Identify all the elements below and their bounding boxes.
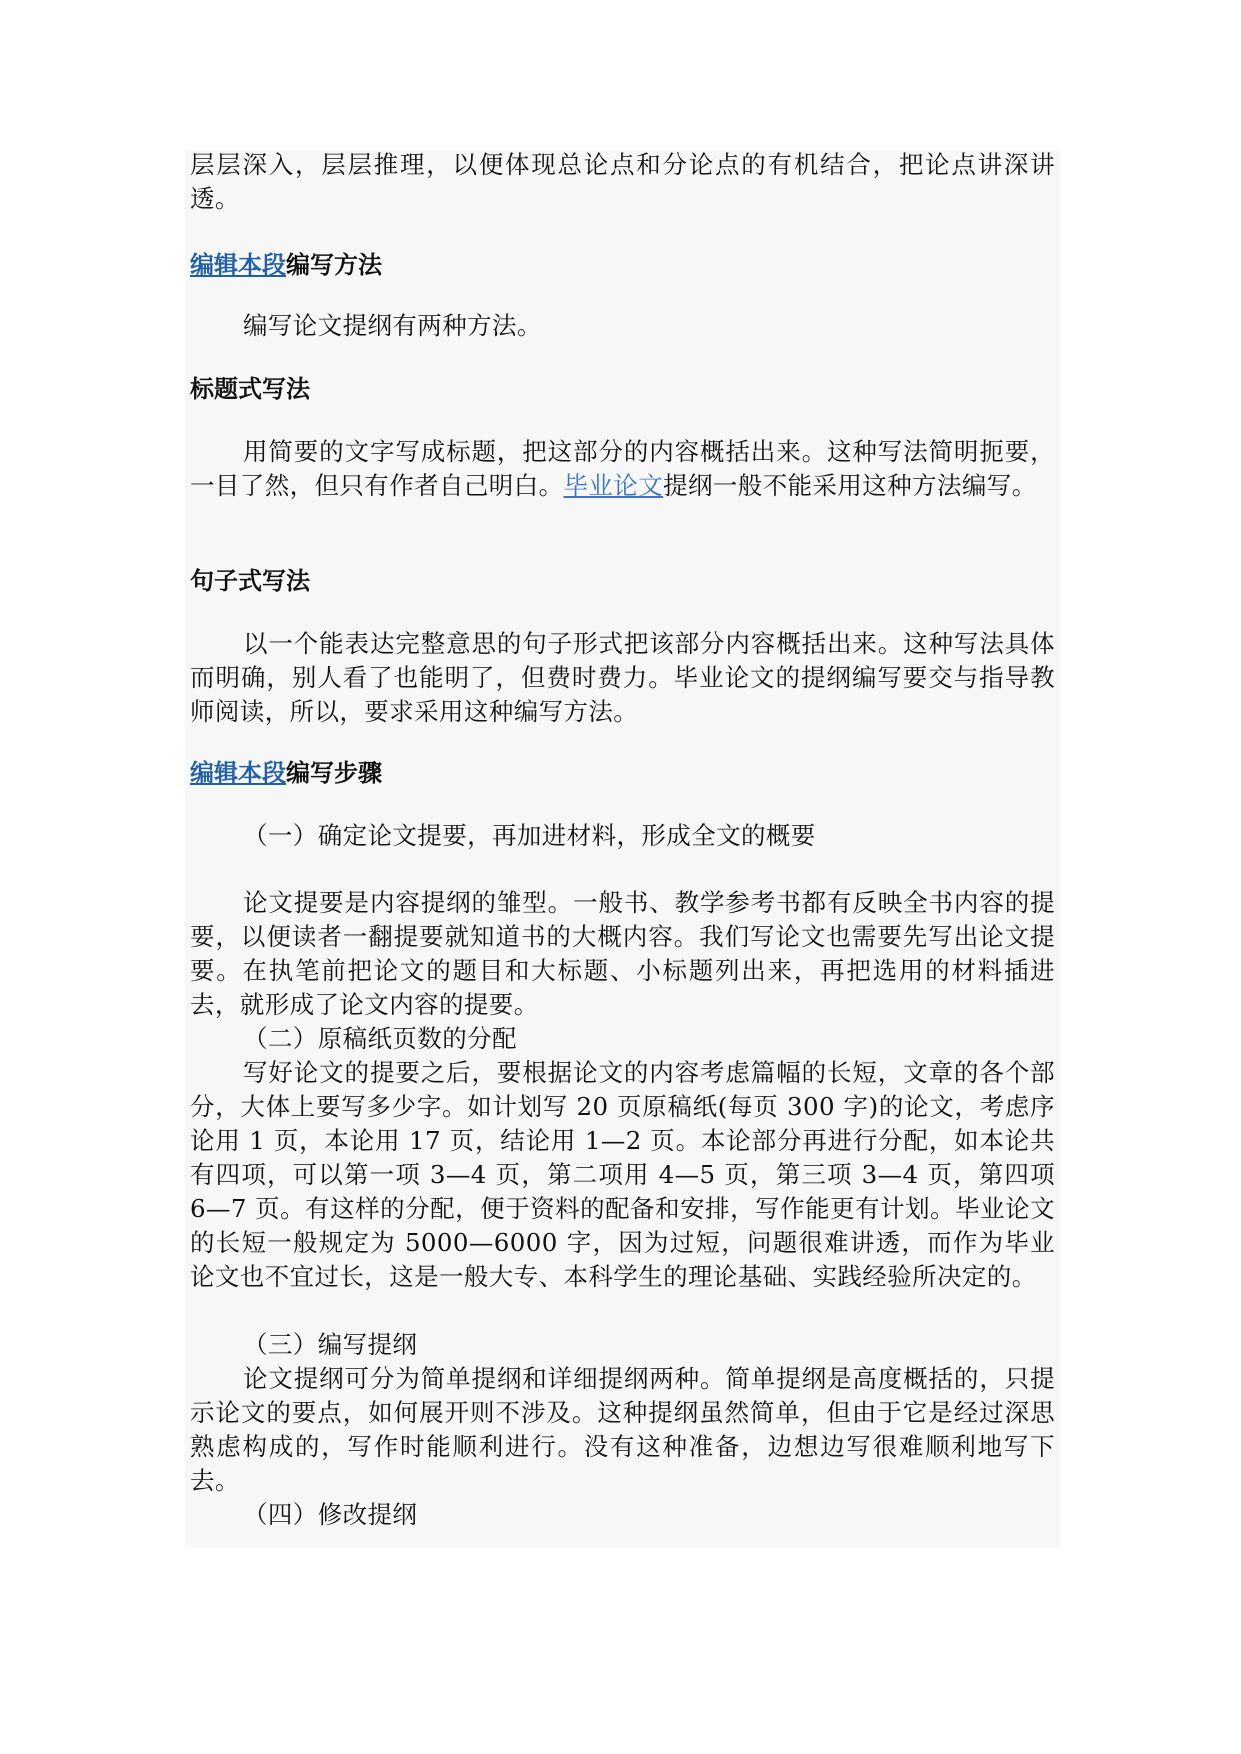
subheading-sentence-style: 句子式写法 [190, 567, 310, 595]
title-style-text-b: 提纲一般不能采用这种方法编写。 [663, 471, 1037, 500]
section-heading-methods [190, 248, 1050, 282]
step3-title: （三）编写提纲 [243, 1330, 418, 1359]
step3-paragraph: 论文提纲可分为简单提纲和详细提纲两种。简单提纲是高度概括的，只提示论文的要点，如何展开则不涉及。这种提纲虽然简单，但由于它是经过深思熟虑构成的，写作时能顺利进行。没有这种准备，边想边写很难顺利地写下去。 [190, 1364, 1055, 1495]
section-title: 编写步骤 [286, 759, 382, 787]
step4-title: （四）修改提纲 [243, 1500, 418, 1529]
step2-paragraph: 写好论文的提要之后，要根据论文的内容考虑篇幅的长短，文章的各个部分，大体上要写多少字。如计划写 20 页原稿纸(每页 300 字)的论文，考虑序论用 1 页，本论用 17 页，结论用 1—2 页。本论部分再进行分配，如本论共有四项，可以第一项 3—4 页，第二项用 4—5 页，第三项 3—4 页，第四项 6—7 页。有这样的分配，便于资料的配备和安排，写作能更有计划。毕业论文的长短一般规定为 5000—6000 字，因为过短，问题很难讲透，而作为毕业论文也不宜过长，这是一般大专、本科学生的理论基础、实践经验所决定的。 [190, 1058, 1055, 1291]
edit-section-link[interactable]: 编辑本段 [190, 251, 286, 279]
subheading-title-style: 标题式写法 [190, 375, 310, 403]
intro-paragraph: 层层深入，层层推理，以便体现总论点和分论点的有机结合，把论点讲深讲透。 [190, 150, 1055, 213]
step1-paragraph: 论文提要是内容提纲的雏型。一般书、教学参考书都有反映全书内容的提要，以便读者一翻提要就知道书的大概内容。我们写论文也需要先写出论文提要。在执笔前把论文的题目和大标题、小标题列出来，再把选用的材料插进去，就形成了论文内容的提要。 [190, 888, 1055, 1019]
title-style-text-a: 用简要的文字写成标题，把这部分的内容概括出来。这种写法简明扼要，一目了然，但只有作者自己明白。 [190, 437, 1055, 500]
section-heading-steps [190, 756, 1050, 790]
step1-title: （一）确定论文提要，再加进材料，形成全文的概要 [243, 821, 816, 850]
step2-title: （二）原稿纸页数的分配 [243, 1024, 517, 1053]
methods-intro: 编写论文提纲有两种方法。 [243, 311, 542, 340]
edit-section-link[interactable]: 编辑本段 [190, 759, 286, 787]
sentence-style-paragraph: 以一个能表达完整意思的句子形式把该部分内容概括出来。这种写法具体而明确，别人看了也能明了，但费时费力。毕业论文的提纲编写要交与指导教师阅读，所以，要求采用这种编写方法。 [190, 629, 1055, 726]
graduation-thesis-link[interactable]: 毕业论文 [563, 471, 664, 500]
section-title: 编写方法 [286, 251, 382, 279]
title-style-paragraph [190, 435, 1055, 503]
